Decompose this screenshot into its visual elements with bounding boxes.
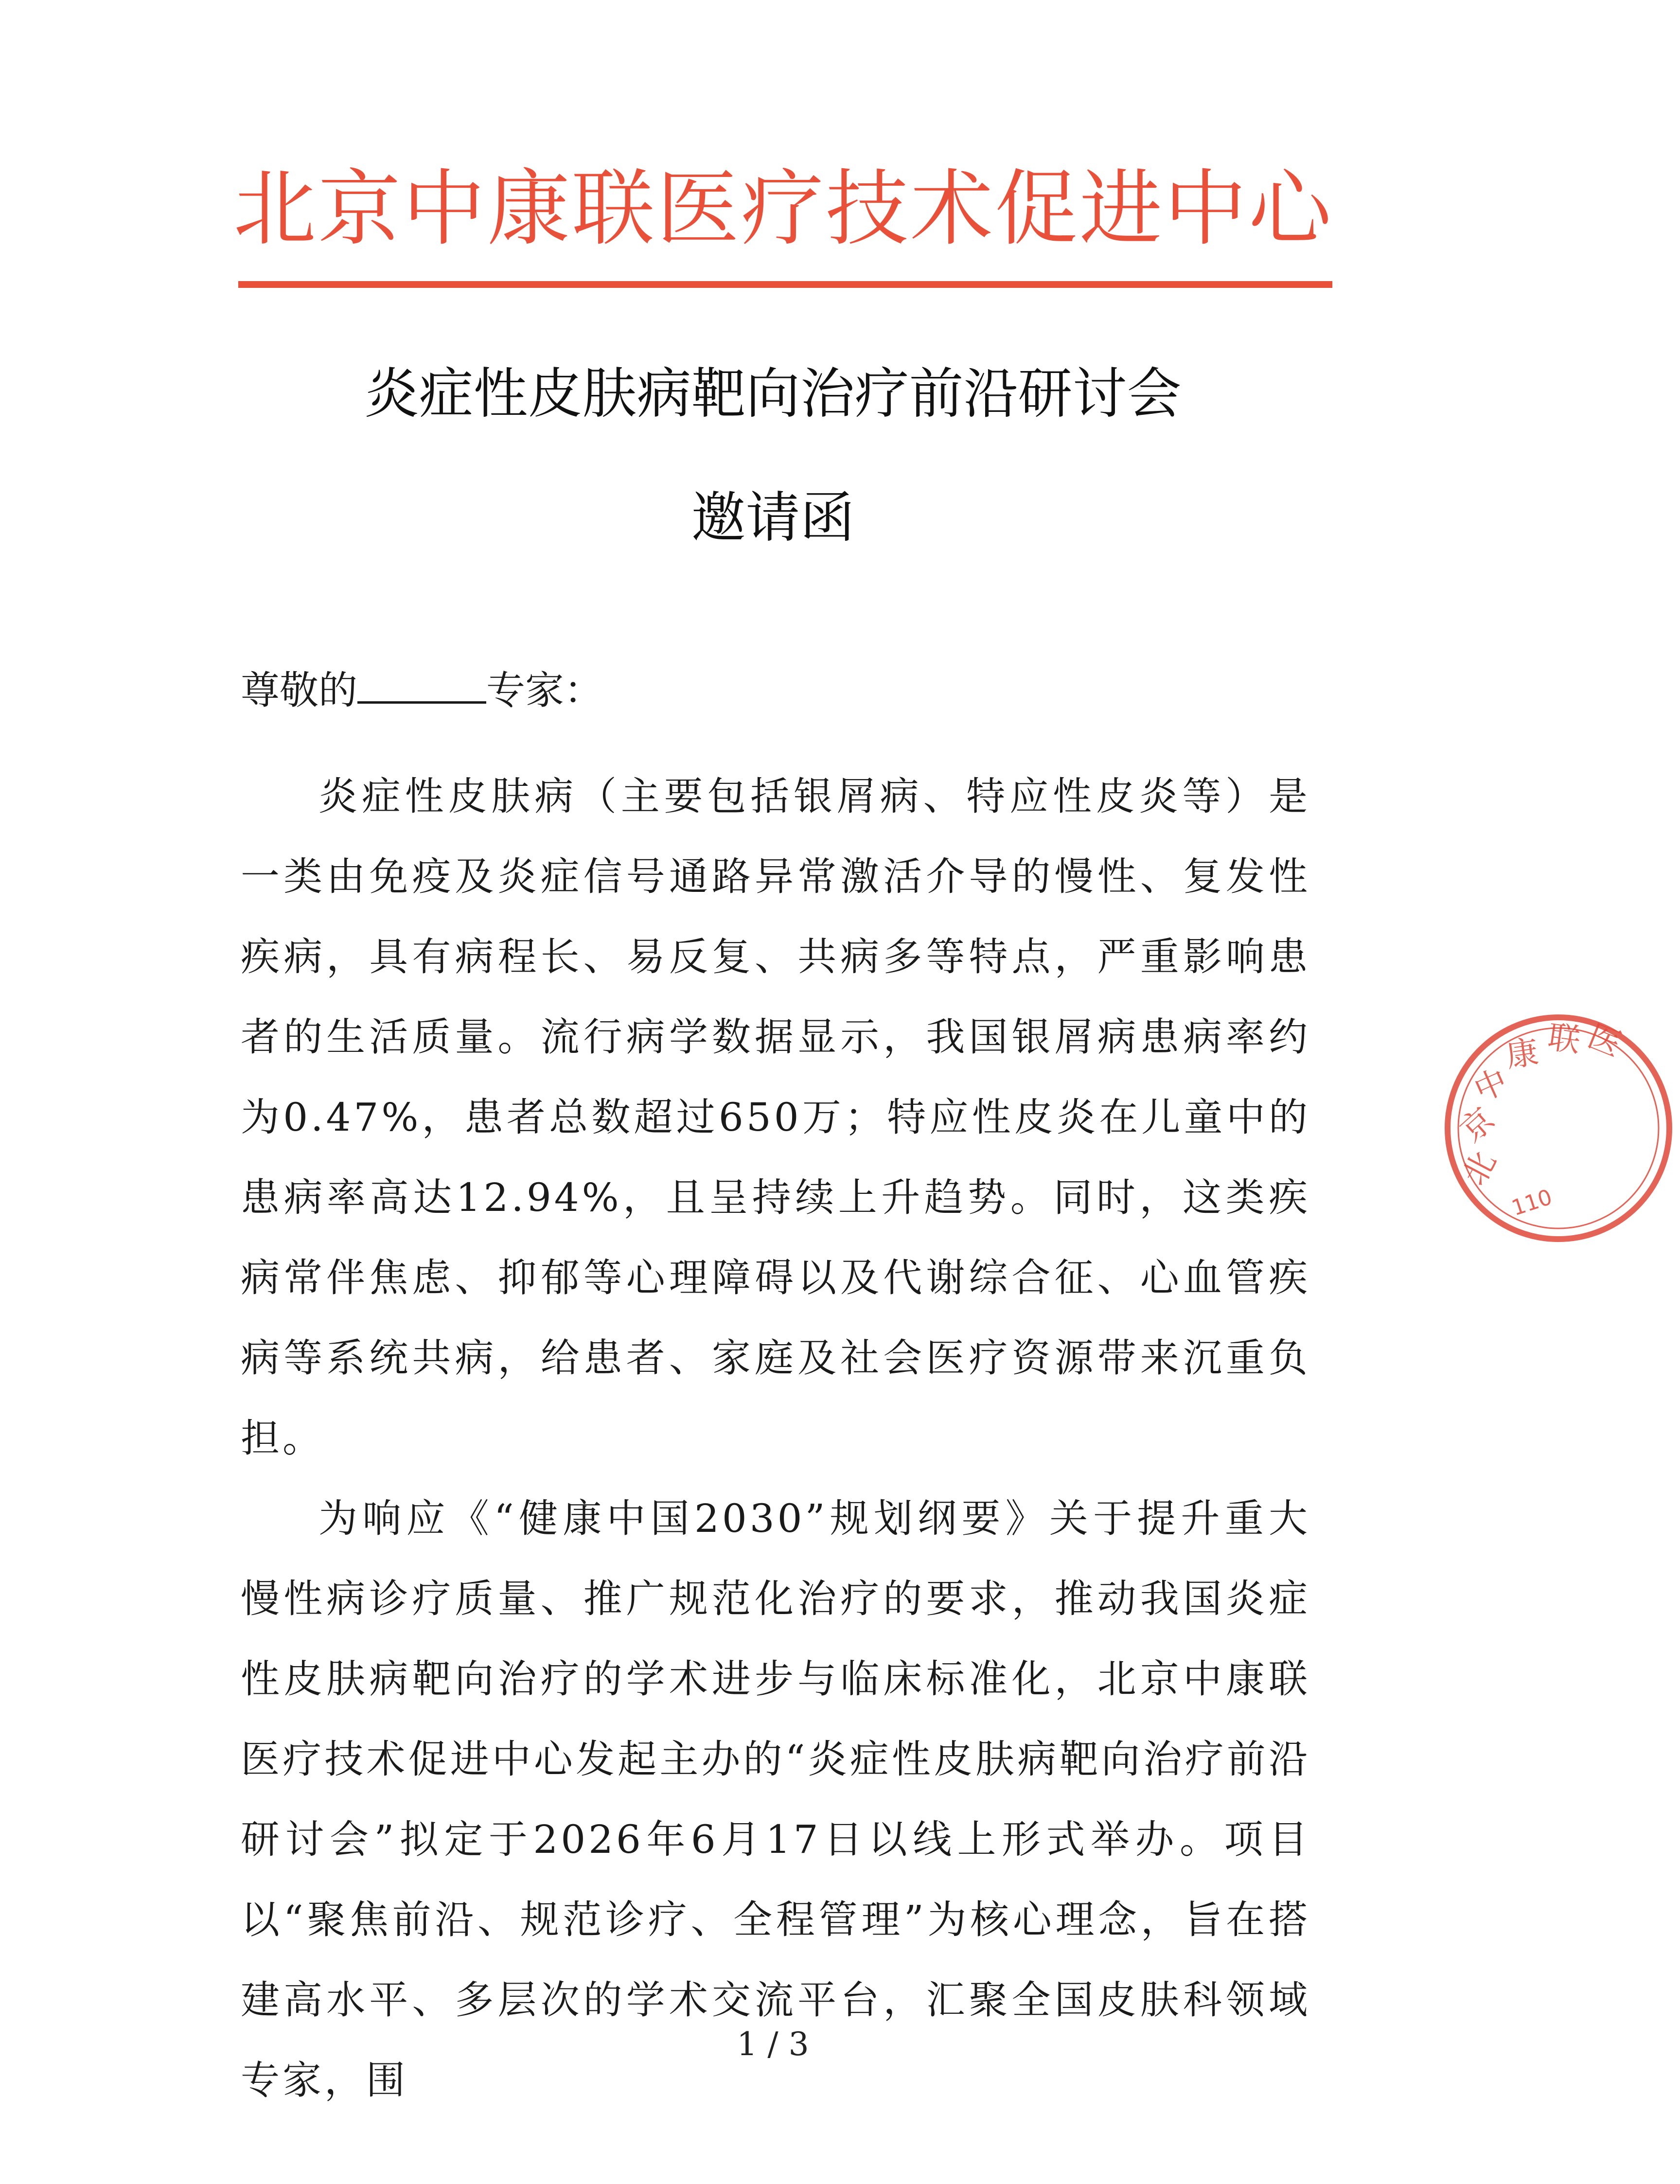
letterhead-rule [238,281,1332,288]
salutation [241,666,603,715]
letterhead-org-name: 北京中康联医疗技术促进中心 [233,161,1334,257]
document-subtitle: 邀请函 [691,486,855,550]
page-number: 1 / 3 [737,2025,809,2063]
seal-char: 康 [1503,1033,1541,1075]
body-paragraph: 为响应《“健康中国2030”规划纲要》关于提升重大慢性病诊疗质量、推广规范化治疗的要求，推动我国炎症性皮肤病靶向治疗的学术进步与临床标准化，北京中康联医疗技术促进中心发起主办的“炎症性皮肤病靶向治疗前沿研讨会”拟定于2026年6月17日以线上形式举办。项目以“聚焦前沿、规范诊疗、全程管理”为核心理念，旨在搭建高水平、多层次的学术交流平台，汇聚全国皮肤科领域专家，围 [241,1496,1310,2103]
name-blank [357,666,486,704]
salutation-prefix: 尊敬的 [241,668,357,713]
seal-char: 中 [1468,1062,1513,1109]
seal-char: 医 [1583,1017,1627,1064]
body-paragraph: 炎症性皮肤病（主要包括银屑病、特应性皮炎等）是一类由免疫及炎症信号通路异常激活介导的慢性、复发性疾病，具有病程长、易反复、共病多等特点，严重影响患者的生活质量。流行病学数据显示，我国银屑病患病率约为0.47%，患者总数超过650万；特应性皮炎在儿童中的患病率高达12.94%，且呈持续上升趋势。同时，这类疾病常伴焦虑、抑郁等心理障碍以及代谢综合征、心血管疾病等系统共病，给患者、家庭及社会医疗资源带来沉重负担。 [241,774,1310,1461]
letter-body [241,756,1310,2120]
official-seal [1437,1007,1680,1250]
seal-char: 北 [1455,1145,1504,1191]
salutation-suffix: 专家： [486,668,603,713]
document-title: 炎症性皮肤病靶向治疗前沿研讨会 [364,362,1182,426]
seal-char: 联 [1545,1018,1583,1060]
seal-number: 110 [1508,1185,1556,1221]
seal-char: 京 [1453,1100,1502,1150]
